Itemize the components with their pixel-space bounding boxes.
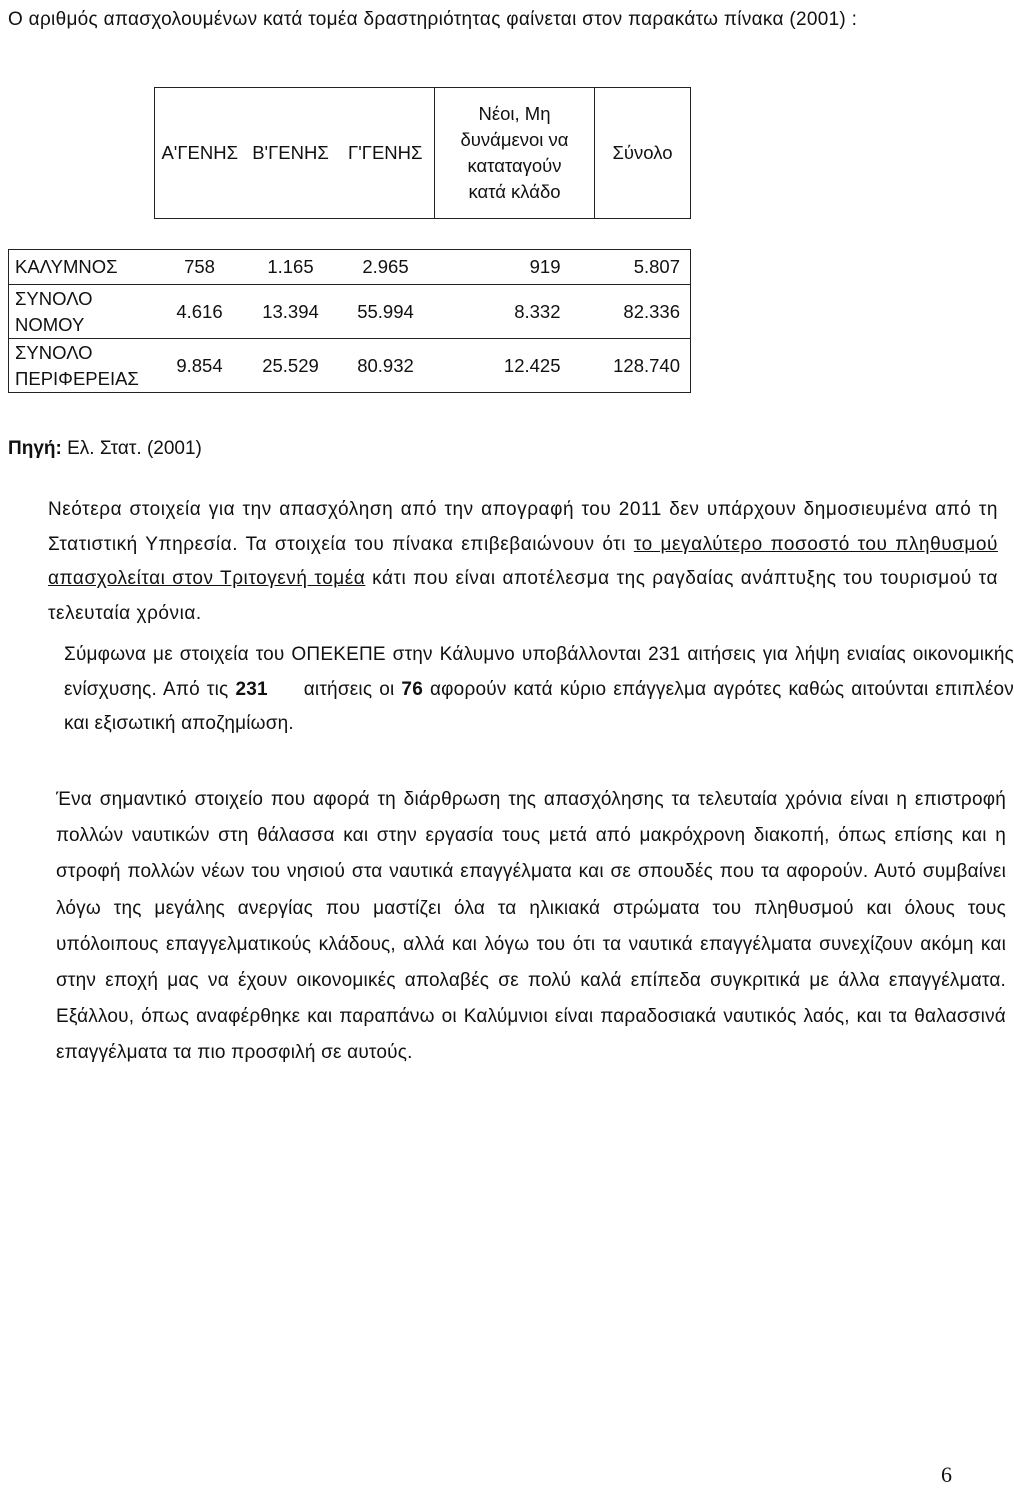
table-cell: 80.932 (337, 339, 435, 393)
table-cell: 8.332 (435, 285, 595, 339)
table-cell: 12.425 (435, 339, 595, 393)
table-cell: 1.165 (245, 250, 337, 285)
p2-number-76: 76 (401, 678, 423, 700)
table-cell: 128.740 (595, 339, 691, 393)
table-cell: 25.529 (245, 339, 337, 393)
table-row (9, 285, 691, 339)
table-cell: 9.854 (155, 339, 245, 393)
p1-underlined-text: το μεγαλύτερο ποσοστό του πληθυσμού απασχολείται στον Τριτογενή τομέα (48, 533, 998, 589)
table-row (9, 339, 691, 393)
table-cell: 758 (155, 250, 245, 285)
header-cell: Γ'ΓΕΝΗΣ (337, 88, 435, 219)
row-name: ΣΥΝΟΛΟ ΝΟΜΟΥ (9, 285, 155, 339)
header-cell: Β'ΓΕΝΗΣ (245, 88, 337, 219)
p2-text-b: αιτήσεις οι (303, 678, 402, 700)
table-cell: 2.965 (337, 250, 435, 285)
paragraph-seafarers: Ένα σημαντικό στοιχείο που αφορά τη διάρθρωση της απασχόλησης τα τελευταία χρόνια είναι η επιστροφή πολλών ναυτικών στη θάλασσα και στην εργασία τους μετά από μακρόχρονη διακοπή, όπως επίσης και η στροφή πολλών νέων του νησιού στα ναυτικά επαγγέλματα και σε σπουδές που τα αφορούν. Αυτό συμβαίνει λόγω της μεγάλης ανεργίας που μαστίζει όλα τα ηλικιακά στρώματα του πληθυσμού και όλους τους υπόλοιπους επαγγελματικούς κλάδους, αλλά και λόγω του ότι τα ναυτικά επαγγέλματα συνεχίζουν ακόμη και στην εποχή μας να έχουν οικονομικές απολαβές σε πολύ καλά επίπεδα συγκριτικά με άλλα επαγγέλματα. Εξάλλου, όπως αναφέρθηκε και παραπάνω οι Καλύμνιοι είναι παραδοσιακά ναυτικός λαός, και τα θαλασσινά επαγγέλματα τα πιο προσφιλή σε αυτούς. (56, 789, 1006, 1064)
header-cell: Σύνολο (595, 88, 691, 219)
row-name: ΣΥΝΟΛΟ ΠΕΡΙΦΕΡΕΙΑΣ (9, 339, 155, 393)
p1-text-a: Νεότερα στοιχεία για την απασχόληση από την απογραφή του 2011 δεν υπάρχουν δημοσιευμένα από τη Στατιστική Υπηρεσία. Τα στοιχεία του πίνακα επιβεβαιώνουν ότι (48, 499, 998, 555)
p2-number-231: 231 (235, 678, 268, 700)
source-label: Πηγή: (8, 438, 62, 459)
source-note (8, 438, 202, 460)
table-row (9, 250, 691, 285)
table-cell: 919 (435, 250, 595, 285)
p1-text-b: κάτι που είναι αποτέλεσμα της ραγδαίας ανάπτυξης του τουρισμού τα τελευταία χρόνια. (48, 568, 998, 624)
header-cell: Α'ΓΕΝΗΣ (155, 88, 245, 219)
paragraph-opekepe (8, 638, 1014, 742)
table-cell: 4.616 (155, 285, 245, 339)
table-cell: 82.336 (595, 285, 691, 339)
employment-table (8, 87, 691, 393)
table-cell: 55.994 (337, 285, 435, 339)
source-text: Ελ. Στατ. (2001) (61, 438, 202, 459)
header-cell-text: Νέοι, Μη δυνάμενοι να καταταγούν κατά κλάδο (460, 103, 569, 202)
p2-text-a: Σύμφωνα με στοιχεία του ΟΠΕΚΕΠΕ στην Κάλυμνο υποβάλλονται 231 αιτήσεις για λήψη ενιαίας οικονομικής ενίσχυσης. Από τις (64, 644, 1014, 700)
table-cell: 5.807 (595, 250, 691, 285)
paragraph-employment-2011 (8, 493, 998, 631)
table-header-row (9, 88, 691, 219)
header-empty-cell (9, 88, 155, 219)
table-cell: 13.394 (245, 285, 337, 339)
intro-text: Ο αριθμός απασχολουμένων κατά τομέα δραστηριότητας φαίνεται στον παρακάτω πίνακα (2001) : (8, 9, 858, 30)
header-cell (435, 88, 595, 219)
p2-text-c: αφορούν κατά κύριο επάγγελμα αγρότες καθώς αιτούνται επιπλέον και εξισωτική αποζημίωση. (64, 678, 1014, 734)
row-name: ΚΑΛΥΜΝΟΣ (9, 250, 155, 285)
page-number: 6 (941, 1462, 952, 1487)
